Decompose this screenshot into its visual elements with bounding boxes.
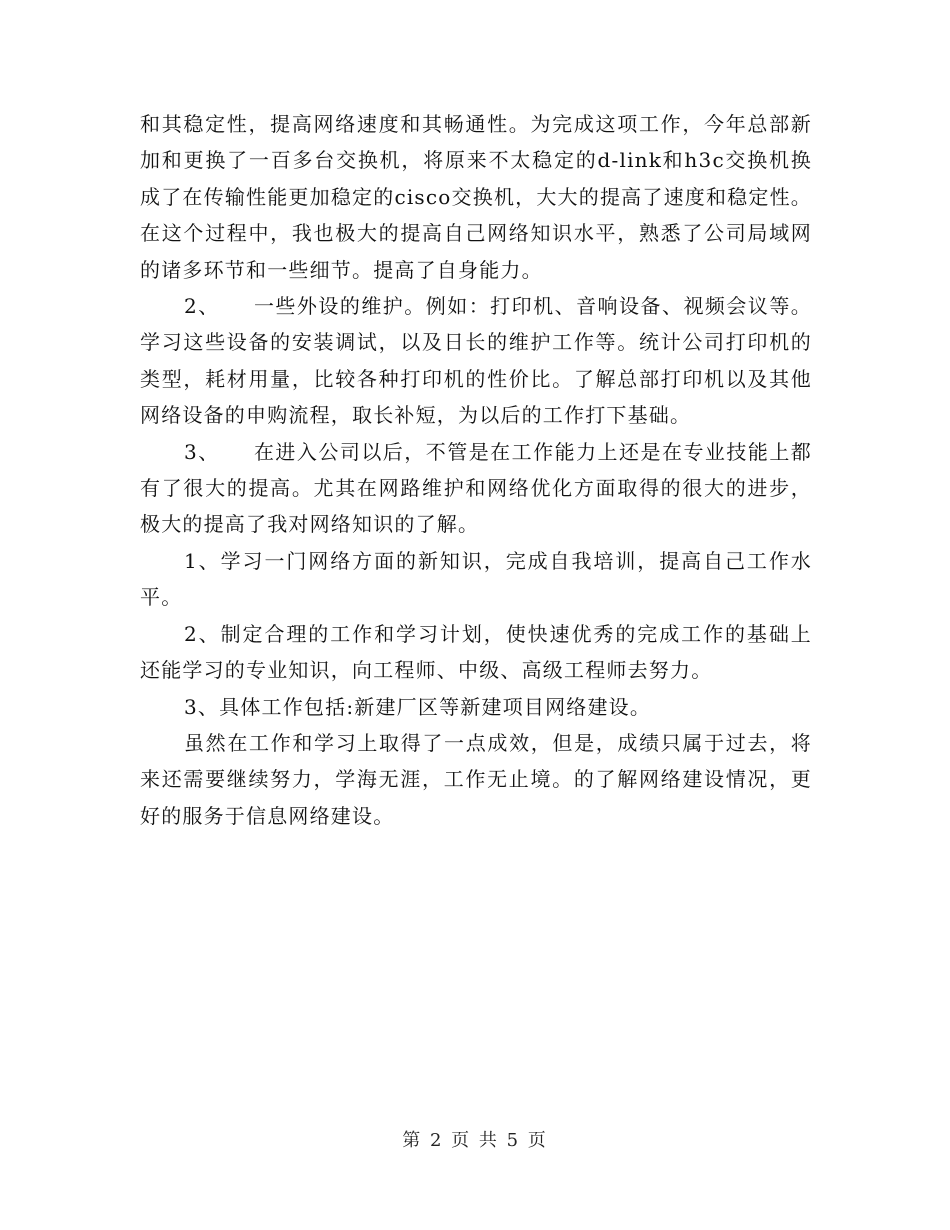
paragraph-plan-2 bbox=[140, 616, 812, 689]
paragraph-text: 和其稳定性，提高网络速度和其畅通性。为完成这项工作，今年总部新加和更换了一百多台交换机，将原来不太稳定的d-link和h3c交换机换成了在传输性能更加稳定的cisco交换机，大大的提高了速度和稳定性。在这个过程中，我也极大的提高自己网络知识水平，熟悉了公司局域网的诸多环节和一些细节。提高了自身能力。 bbox=[140, 112, 812, 282]
page-footer: 第 2 页 共 5 页 bbox=[402, 1130, 548, 1151]
paragraph-text: 2、制定合理的工作和学习计划，使快速优秀的完成工作的基础上还能学习的专业知识，向工程师、中级、高级工程师去努力。 bbox=[140, 621, 812, 683]
paragraph-text: 3、具体工作包括:新建厂区等新建项目网络建设。 bbox=[184, 694, 652, 719]
paragraph-text: 1、学习一门网络方面的新知识，完成自我培训，提高自己工作水平。 bbox=[140, 548, 812, 610]
paragraph-network-switches bbox=[140, 106, 812, 288]
paragraph-peripheral-maintenance bbox=[140, 288, 812, 434]
paragraph-text: 一些外设的维护。例如：打印机、音响设备、视频会议等。学习这些设备的安装调试，以及日长的维护工作等。统计公司打印机的类型，耗材用量，比较各种打印机的性价比。了解总部打印机以及其他网络设备的申购流程，取长补短，为以后的工作打下基础。 bbox=[140, 294, 813, 428]
paragraph-conclusion bbox=[140, 725, 812, 834]
paragraph-skill-improvement bbox=[140, 434, 812, 543]
paragraph-plan-3 bbox=[140, 689, 812, 725]
document-body bbox=[140, 106, 812, 834]
paragraph-text: 虽然在工作和学习上取得了一点成效，但是，成绩只属于过去，将来还需要继续努力，学海无涯，工作无止境。的了解网络建设情况，更好的服务于信息网络建设。 bbox=[140, 730, 812, 828]
paragraph-plan-1 bbox=[140, 543, 812, 616]
paragraph-number: 2、 bbox=[184, 294, 220, 319]
paragraph-text: 在进入公司以后，不管是在工作能力上还是在专业技能上都有了很大的提高。尤其在网路维护和网络优化方面取得的很大的进步，极大的提高了我对网络知识的了解。 bbox=[140, 439, 813, 537]
paragraph-number: 3、 bbox=[184, 439, 220, 464]
